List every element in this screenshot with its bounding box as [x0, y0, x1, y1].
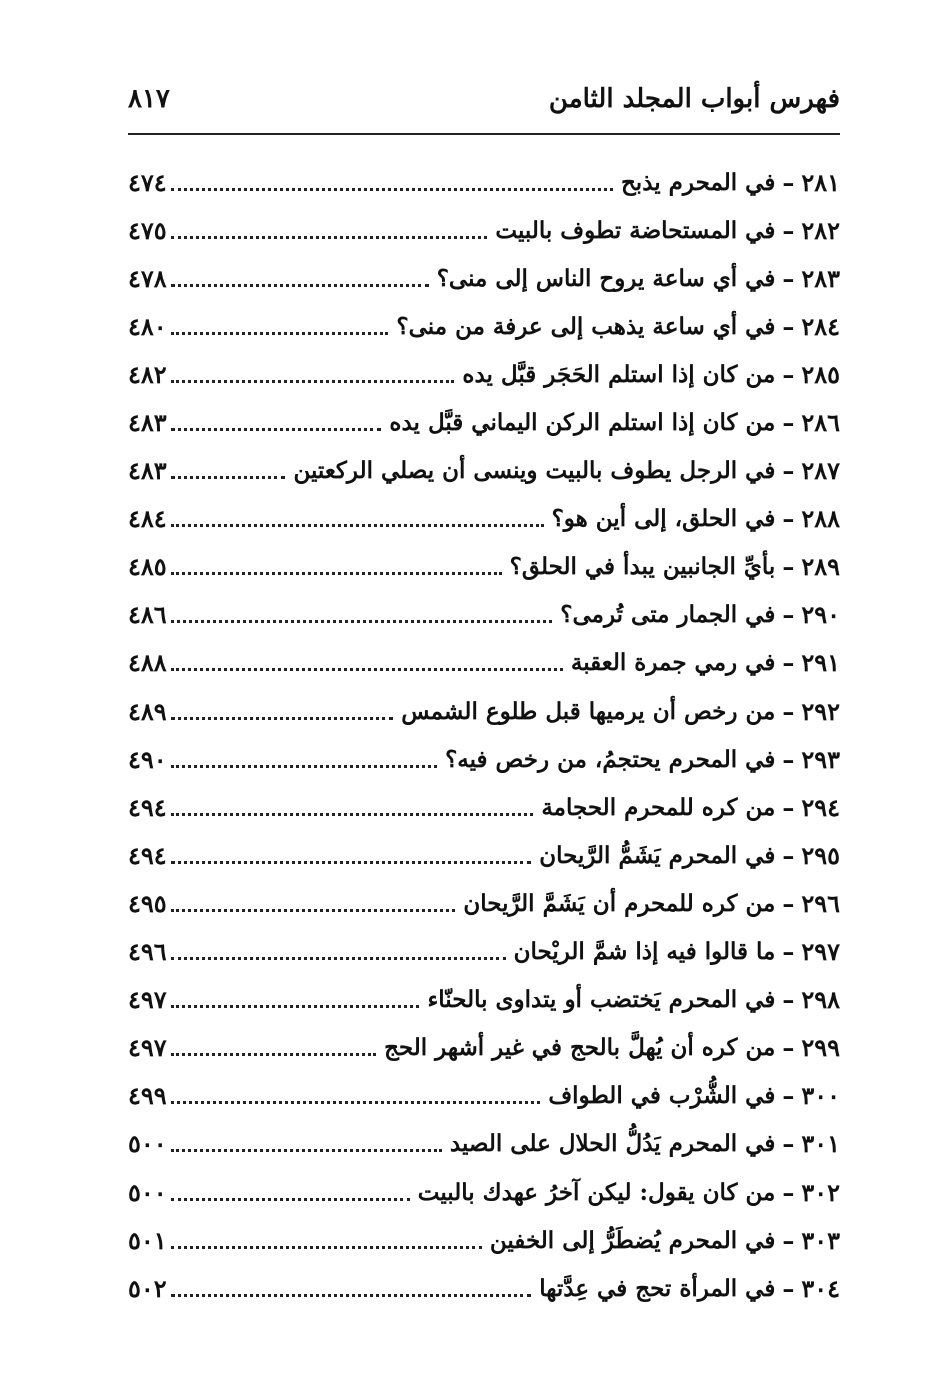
entry-title: في المحرم يَختضب أو يتداوى بالحنّاء [427, 986, 776, 1014]
entry-number: ٢٨٨ [801, 504, 840, 534]
entry-title: من رخص أن يرميها قبل طلوع الشمس [401, 697, 776, 725]
dot-leader [171, 1005, 420, 1008]
toc-entry [128, 350, 840, 398]
entry-number: ٣٠٣ [801, 1225, 840, 1255]
entry-page-number: ٤٨٥ [128, 552, 167, 582]
entry-page-number: ٤٩٦ [128, 937, 167, 967]
entry-number: ٢٩٧ [801, 937, 840, 967]
entry-separator: – [782, 985, 795, 1015]
dot-leader [171, 188, 613, 191]
entry-page-number: ٤٧٤ [128, 167, 167, 197]
entry-number: ٢٩٦ [801, 888, 840, 918]
toc-entry [128, 735, 840, 783]
entry-separator: – [782, 408, 795, 438]
entry-separator: – [782, 311, 795, 341]
dot-leader [171, 765, 437, 768]
dot-leader [171, 1198, 410, 1201]
toc-entry [128, 1120, 840, 1168]
entry-separator: – [782, 1129, 795, 1159]
dot-leader [171, 380, 455, 383]
entry-page-number: ٥٠٢ [128, 1273, 167, 1303]
entry-separator: – [782, 263, 795, 293]
entry-page-number: ٥٠١ [128, 1225, 167, 1255]
entry-separator: – [782, 937, 795, 967]
dot-leader [171, 572, 502, 575]
entry-page-number: ٤٩٠ [128, 744, 167, 774]
dot-leader [171, 1101, 541, 1104]
entry-number: ٢٨١ [801, 167, 840, 197]
entry-separator: – [782, 600, 795, 630]
entry-separator: – [782, 744, 795, 774]
entry-number: ٣٠١ [801, 1129, 840, 1159]
entry-separator: – [782, 504, 795, 534]
entry-separator: – [782, 1225, 795, 1255]
toc-entry [128, 447, 840, 495]
header-rule [128, 133, 840, 135]
entry-separator: – [782, 552, 795, 582]
entry-separator: – [782, 792, 795, 822]
entry-separator: – [782, 1081, 795, 1111]
toc-entry [128, 302, 840, 350]
entry-page-number: ٤٩٩ [128, 1081, 167, 1111]
entry-title: من كره للمحرم الحجامة [541, 793, 776, 821]
toc-entry [128, 1168, 840, 1216]
dot-leader [171, 428, 382, 431]
entry-title: في المحرم يذبح [620, 168, 776, 196]
entry-page-number: ٤٨٣ [128, 456, 167, 486]
entry-separator: – [782, 456, 795, 486]
entry-separator: – [782, 1177, 795, 1207]
entry-title: في المحرم يَدُلُّ الحلال على الصيد [449, 1130, 776, 1158]
header-title: فهرس أبواب المجلد الثامن [548, 84, 840, 114]
entry-title: من كان إذا استلم الركن اليماني قبَّل يده [389, 409, 776, 437]
entry-separator: – [782, 648, 795, 678]
toc-list [128, 158, 840, 1312]
toc-entry [128, 639, 840, 687]
toc-entry [128, 591, 840, 639]
dot-leader [171, 332, 389, 335]
entry-separator: – [782, 888, 795, 918]
entry-page-number: ٤٨٩ [128, 696, 167, 726]
entry-number: ٣٠٤ [801, 1273, 840, 1303]
toc-entry [128, 1024, 840, 1072]
entry-page-number: ٤٨٤ [128, 504, 167, 534]
entry-title: في أي ساعة يروح الناس إلى منى؟ [436, 264, 776, 292]
toc-entry [128, 1264, 840, 1312]
entry-title: في الحلق، إلى أين هو؟ [551, 505, 776, 533]
toc-entry [128, 1072, 840, 1120]
entry-page-number: ٥٠٠ [128, 1129, 167, 1159]
toc-entry [128, 783, 840, 831]
entry-number: ٢٨٦ [801, 408, 840, 438]
entry-title: من كره أن يُهلَّ بالحج في غير أشهر الحج [384, 1034, 776, 1062]
toc-entry [128, 543, 840, 591]
entry-title: من كان إذا استلم الحَجَر قبَّل يده [462, 360, 776, 388]
entry-page-number: ٤٩٤ [128, 840, 167, 870]
entry-separator: – [782, 215, 795, 245]
entry-separator: – [782, 696, 795, 726]
dot-leader [171, 284, 429, 287]
dot-leader [171, 668, 563, 671]
entry-title: في المرأة تحج في عِدَّتها [539, 1274, 776, 1302]
toc-entry [128, 976, 840, 1024]
toc-entry [128, 879, 840, 927]
entry-number: ٢٨٢ [801, 215, 840, 245]
entry-page-number: ٤٩٧ [128, 985, 167, 1015]
entry-separator: – [782, 167, 795, 197]
entry-number: ٢٩٠ [801, 600, 840, 630]
dot-leader [171, 1246, 482, 1249]
dot-leader [171, 957, 506, 960]
entry-separator: – [782, 359, 795, 389]
dot-leader [171, 717, 394, 720]
entry-number: ٢٨٥ [801, 359, 840, 389]
entry-page-number: ٤٨٨ [128, 648, 167, 678]
entry-separator: – [782, 1273, 795, 1303]
entry-title: من كان يقول: ليكن آخرُ عهدك بالبيت [417, 1178, 776, 1206]
entry-title: من كره للمحرم أن يَشَمَّ الرَّيحان [463, 889, 776, 917]
entry-number: ٢٩٤ [801, 792, 840, 822]
toc-entry [128, 495, 840, 543]
entry-title: في الجمار متى تُرمى؟ [560, 601, 776, 629]
entry-page-number: ٤٨٢ [128, 359, 167, 389]
toc-entry [128, 398, 840, 446]
entry-page-number: ٤٨٦ [128, 600, 167, 630]
entry-title: في الشُّرْب في الطواف [548, 1082, 776, 1110]
entry-page-number: ٤٩٥ [128, 888, 167, 918]
entry-number: ٢٩٥ [801, 840, 840, 870]
toc-entry [128, 254, 840, 302]
entry-number: ٣٠٢ [801, 1177, 840, 1207]
entry-page-number: ٤٧٥ [128, 215, 167, 245]
dot-leader [171, 909, 456, 912]
dot-leader [171, 524, 544, 527]
entry-title: في المحرم يُضطَرُّ إلى الخفين [489, 1226, 776, 1254]
toc-entry [128, 928, 840, 976]
entry-number: ٢٨٧ [801, 456, 840, 486]
entry-page-number: ٤٨٣ [128, 408, 167, 438]
dot-leader [171, 1053, 376, 1056]
dot-leader [171, 1149, 442, 1152]
entry-title: في المحرم يحتجمُ، من رخص فيه؟ [445, 745, 776, 773]
entry-number: ٣٠٠ [801, 1081, 840, 1111]
header-page-number: ٨١٧ [128, 84, 170, 114]
entry-page-number: ٤٨٠ [128, 311, 167, 341]
entry-number: ٢٩١ [801, 648, 840, 678]
entry-separator: – [782, 840, 795, 870]
entry-number: ٢٩٢ [801, 696, 840, 726]
entry-number: ٢٩٩ [801, 1033, 840, 1063]
entry-page-number: ٥٠٠ [128, 1177, 167, 1207]
entry-page-number: ٤٧٨ [128, 263, 167, 293]
dot-leader [171, 861, 532, 864]
entry-number: ٢٩٨ [801, 985, 840, 1015]
toc-entry [128, 158, 840, 206]
toc-entry [128, 831, 840, 879]
entry-page-number: ٤٩٧ [128, 1033, 167, 1063]
toc-entry [128, 687, 840, 735]
dot-leader [171, 476, 286, 479]
toc-entry [128, 1216, 840, 1264]
entry-title: بأيِّ الجانبين يبدأ في الحلق؟ [509, 553, 776, 581]
entry-title: في الرجل يطوف بالبيت وينسى أن يصلي الركعتين [293, 457, 776, 485]
entry-title: ما قالوا فيه إذا شمَّ الريْحان [513, 938, 776, 966]
entry-number: ٢٩٣ [801, 744, 840, 774]
dot-leader [171, 620, 553, 623]
running-header [128, 80, 840, 130]
dot-leader [171, 1294, 532, 1297]
toc-entry [128, 206, 840, 254]
dot-leader [171, 236, 488, 239]
entry-number: ٢٨٣ [801, 263, 840, 293]
dot-leader [171, 813, 534, 816]
entry-number: ٢٨٤ [801, 311, 840, 341]
entry-title: في رمي جمرة العقبة [570, 649, 776, 677]
entry-number: ٢٨٩ [801, 552, 840, 582]
entry-title: في المحرم يَشَمُّ الرَّيحان [539, 841, 776, 869]
entry-page-number: ٤٩٤ [128, 792, 167, 822]
entry-title: في أي ساعة يذهب إلى عرفة من منى؟ [396, 312, 776, 340]
entry-title: في المستحاضة تطوف بالبيت [495, 216, 776, 244]
entry-separator: – [782, 1033, 795, 1063]
